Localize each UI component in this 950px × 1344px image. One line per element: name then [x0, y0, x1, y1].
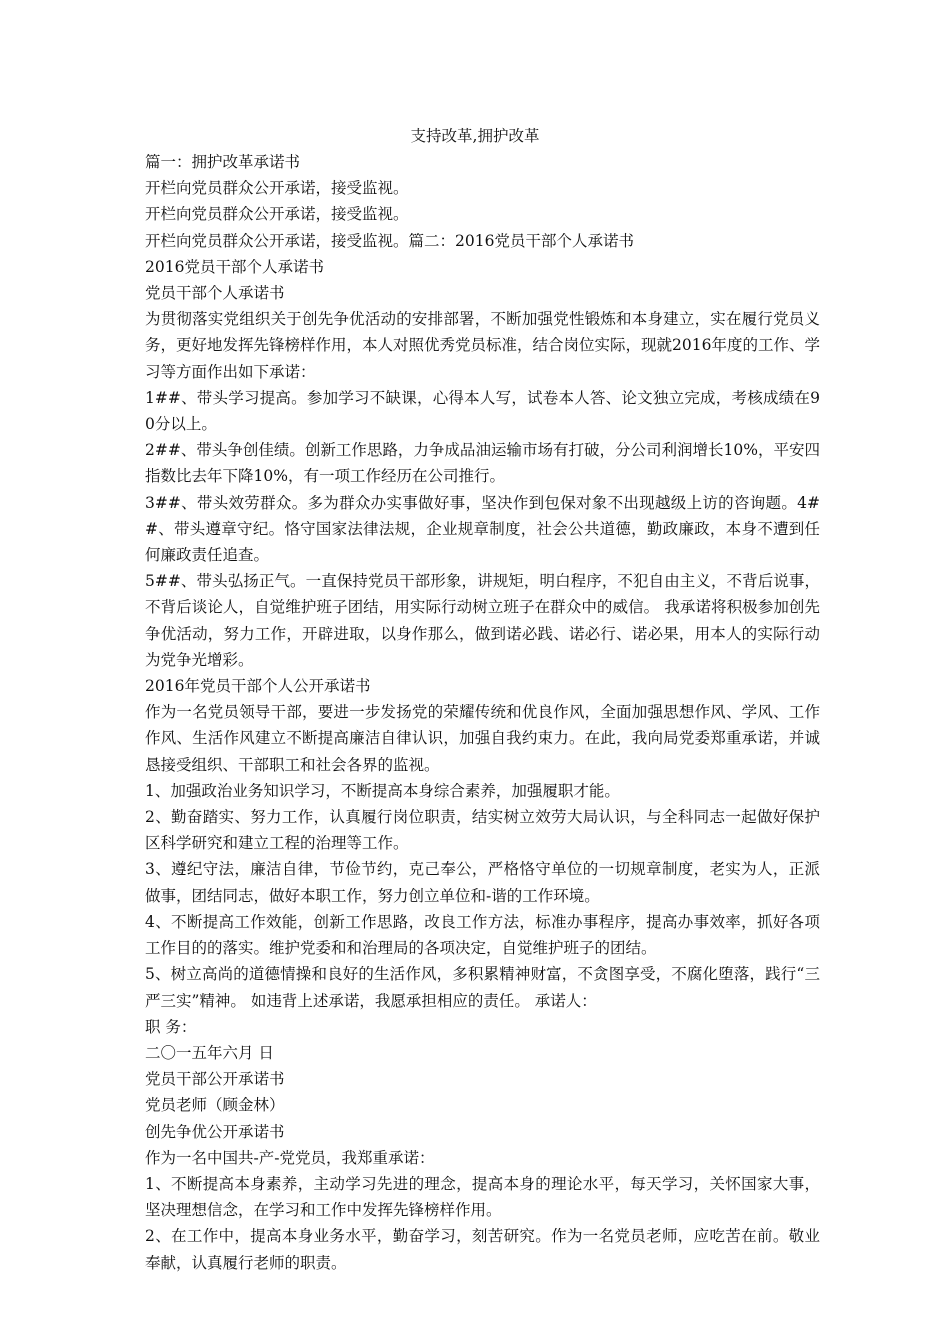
paragraph: 党员干部公开承诺书 — [145, 1070, 285, 1089]
paragraph: 作为一名党员领导干部，要进一步发扬党的荣耀传统和优良作风，全面加强思想作风、学风、工作作风、生活作风建立不断提高廉洁自律认识，加强自我约束力。在此，我向局党委郑重承诺，并诚恳接受组织、干部职工和社会各界的监视。 — [145, 703, 820, 774]
paragraph: 5、树立高尚的道德情操和良好的生活作风，多积累精神财富，不贪图享受，不腐化堕落，践行“三严三实”精神。 如违背上述承诺，我愿承担相应的责任。 承诺人： — [145, 965, 820, 1010]
paragraph: 1、不断提高本身素养，主动学习先进的理念，提高本身的理论水平，每天学习，关怀国家大事，坚决理想信念，在学习和工作中发挥先锋榜样作用。 — [145, 1174, 820, 1220]
paragraph: 2、在工作中，提高本身业务水平，勤奋学习，刻苦研究。作为一名党员老师，应吃苦在前。敬业奉献，认真履行老师的职责。 — [145, 1227, 820, 1272]
paragraph: 为贯彻落实党组织关于创先争优活动的安排部署，不断加强党性锻炼和本身建立，实在履行党员义务，更好地发挥先锋榜样作用，本人对照优秀党员标准，结合岗位实际，现就2016年度的工作、学习等方面作出如下承诺： — [145, 310, 820, 381]
document-body — [145, 149, 820, 1276]
paragraph: 党员老师（顾金林） — [145, 1096, 285, 1115]
paragraph: 2、勤奋踏实、努力工作，认真履行岗位职责，结实树立效劳大局认识，与全科同志一起做好保护区科学研究和建立工程的治理等工作。 — [145, 808, 820, 853]
paragraph: 5##、带头弘扬正气。一直保持党员干部形象，讲规矩，明白程序，不犯自由主义，不背后说事，不背后谈论人，自觉维护班子团结，用实际行动树立班子在群众中的威信。 我承诺将积极参加创先争优活动，努力工作，开辟进取，以身作那么，做到诺必践、诺必行、诺必果，用本人的实际行动为党争光增彩。 — [145, 572, 820, 669]
paragraph: 4、不断提高工作效能，创新工作思路，改良工作方法，标准办事程序，提高办事效率，抓好各项工作目的的落实。维护党委和和治理局的各项决定，自觉维护班子的团结。 — [145, 912, 820, 958]
paragraph: 开栏向党员群众公开承诺，接受监视。 — [145, 179, 409, 198]
paragraph: 开栏向党员群众公开承诺，接受监视。 — [145, 205, 409, 224]
paragraph: 作为一名中国共-产-党党员，我郑重承诺： — [145, 1148, 435, 1167]
paragraph: 篇一：拥护改革承诺书 — [145, 153, 301, 171]
paragraph: 2##、带头争创佳绩。创新工作思路，力争成品油运输市场有打破，分公司利润增长10%，平安四指数比去年下降10%，有一项工作经历在公司推行。 — [145, 441, 820, 486]
paragraph: 2016年党员干部个人公开承诺书 — [145, 677, 371, 696]
paragraph: 二〇一五年六月 日 — [145, 1043, 274, 1062]
paragraph: 开栏向党员群众公开承诺，接受监视。篇二：2016党员干部个人承诺书 — [145, 231, 634, 250]
paragraph: 2016党员干部个人承诺书 — [145, 257, 324, 276]
paragraph: 1、加强政治业务知识学习，不断提高本身综合素养，加强履职才能。 — [145, 781, 620, 800]
paragraph: 创先争优公开承诺书 — [145, 1122, 285, 1141]
paragraph: 3、遵纪守法，廉洁自律，节俭节约，克己奉公，严格恪守单位的一切规章制度，老实为人，正派做事，团结同志，做好本职工作，努力创立单位和-谐的工作环境。 — [145, 860, 820, 905]
paragraph: 1##、带头学习提高。参加学习不缺课，心得本人写，试卷本人答、论文独立完成，考核成绩在90分以上。 — [145, 388, 820, 434]
paragraph: 职 务： — [145, 1017, 197, 1036]
paragraph: 党员干部个人承诺书 — [145, 284, 285, 303]
document-title: 支持改革,拥护改革 — [410, 127, 540, 145]
paragraph: 3##、带头效劳群众。多为群众办实事做好事，坚决作到包保对象不出现越级上访的咨询题。4##、带头遵章守纪。恪守国家法律法规，企业规章制度，社会公共道德，勤政廉政，本身不遭到任何廉政责任追查。 — [145, 493, 820, 565]
